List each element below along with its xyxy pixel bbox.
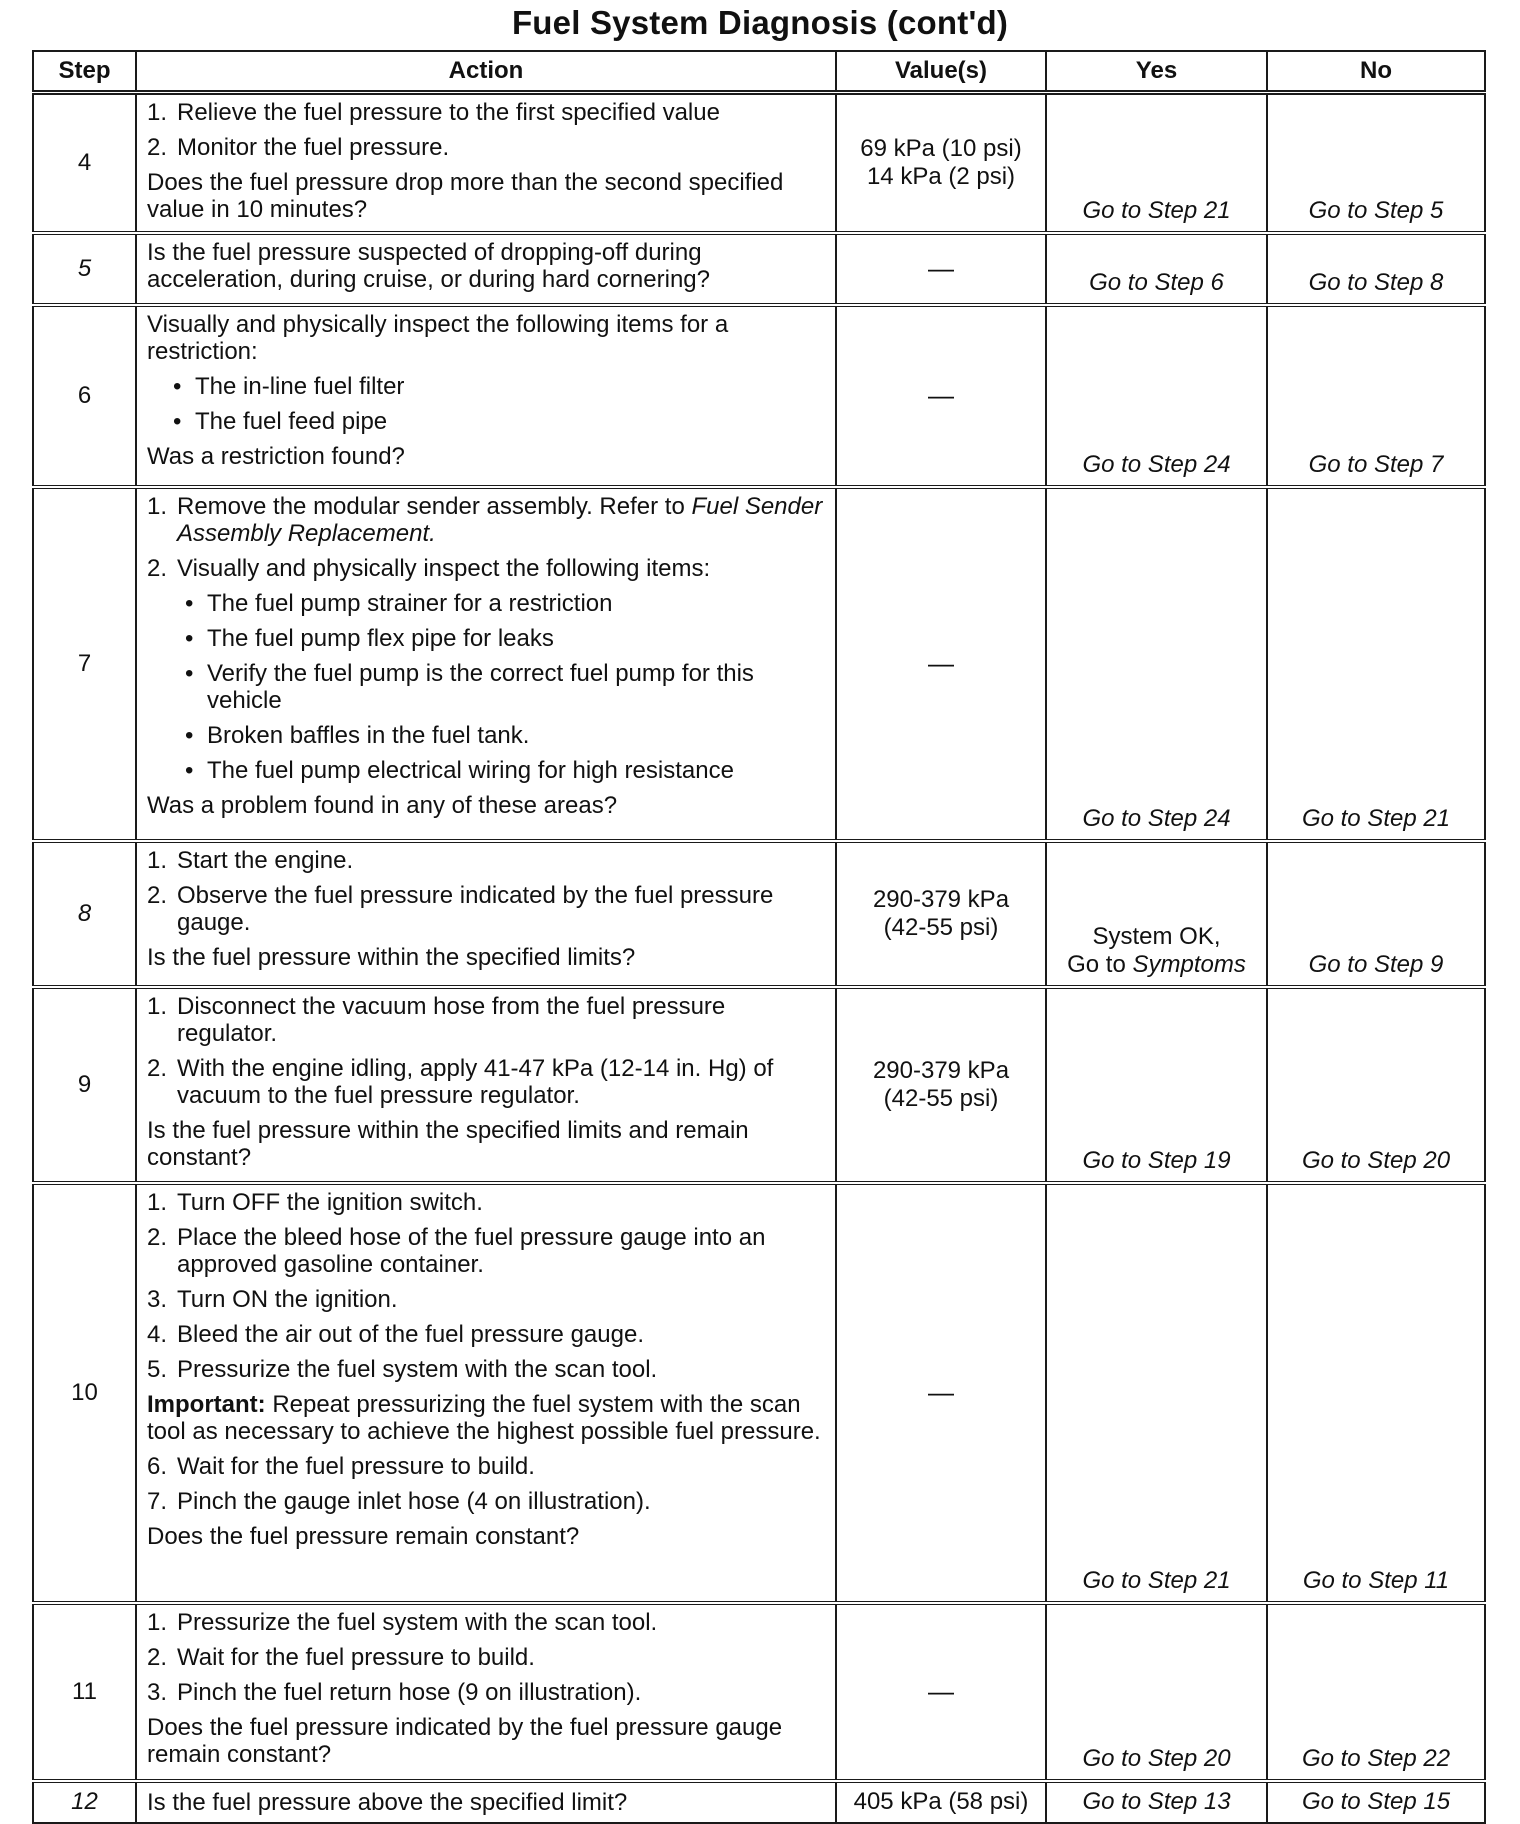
step-number: 11 xyxy=(33,1603,136,1781)
numbered-item: 3. Turn ON the ignition. xyxy=(147,1285,398,1313)
header-action: Action xyxy=(136,51,836,93)
step-number: 4 xyxy=(33,93,136,233)
value-cell: 290-379 kPa (42-55 psi) xyxy=(836,841,1046,987)
table-row xyxy=(33,1781,1485,1823)
no-cell: Go to Step 21 xyxy=(1267,487,1485,841)
step-number: 7 xyxy=(33,487,136,841)
yes-cell: Go to Step 6 xyxy=(1046,233,1267,305)
numbered-item: 3. Pinch the fuel return hose (9 on illustration). xyxy=(147,1678,642,1706)
value-cell: — xyxy=(836,487,1046,841)
question: Is the fuel pressure suspected of dropping-off during acceleration, during cruise, or during hard cornering? xyxy=(147,238,710,293)
value-cell: 290-379 kPa (42-55 psi) xyxy=(836,987,1046,1183)
table-row xyxy=(33,93,1485,233)
reference-link: Fuel Sender Assembly Replacement. xyxy=(177,492,823,547)
no-cell: Go to Step 8 xyxy=(1267,233,1485,305)
diagnosis-table xyxy=(32,50,1486,1824)
step-number: 5 xyxy=(33,233,136,305)
yes-cell: Go to Step 19 xyxy=(1046,987,1267,1183)
table-row xyxy=(33,233,1485,305)
numbered-item: 2. With the engine idling, apply 41-47 kPa (12-14 in. Hg) of vacuum to the fuel pressure regulator. xyxy=(147,1054,774,1109)
numbered-item: 2. Visually and physically inspect the following items: xyxy=(147,554,711,582)
value-cell: — xyxy=(836,233,1046,305)
question: Is the fuel pressure within the specified limits? xyxy=(147,943,636,971)
action-cell xyxy=(136,93,836,233)
bullet-item: • The fuel pump flex pipe for leaks xyxy=(185,624,554,652)
value-cell: — xyxy=(836,1603,1046,1781)
table-row xyxy=(33,305,1485,487)
header-yes: Yes xyxy=(1046,51,1267,93)
header-row xyxy=(33,51,1485,93)
no-cell: Go to Step 9 xyxy=(1267,841,1485,987)
table-row xyxy=(33,1603,1485,1781)
no-cell: Go to Step 7 xyxy=(1267,305,1485,487)
value-cell: — xyxy=(836,1183,1046,1603)
action-cell xyxy=(136,1781,836,1823)
numbered-item: 2. Place the bleed hose of the fuel pressure gauge into an approved gasoline container. xyxy=(147,1223,766,1278)
value-cell: 405 kPa (58 psi) xyxy=(836,1781,1046,1823)
yes-cell: Go to Step 24 xyxy=(1046,305,1267,487)
question: Was a problem found in any of these areas? xyxy=(147,791,618,819)
important-note: Important: Repeat pressurizing the fuel system with the scan tool as necessary to achieve the highest possible fuel pressure. xyxy=(147,1390,821,1445)
yes-cell: Go to Step 21 xyxy=(1046,93,1267,233)
numbered-item: 1. Start the engine. xyxy=(147,846,354,874)
header-values: Value(s) xyxy=(836,51,1046,93)
bullet-item: • Broken baffles in the fuel tank. xyxy=(185,721,530,749)
yes-cell: Go to Step 24 xyxy=(1046,487,1267,841)
numbered-item: 6. Wait for the fuel pressure to build. xyxy=(147,1452,535,1480)
action-cell xyxy=(136,841,836,987)
numbered-item: 2. Observe the fuel pressure indicated by the fuel pressure gauge. xyxy=(147,881,774,936)
bullet-item: • The fuel pump electrical wiring for high resistance xyxy=(185,756,734,784)
value-cell: — xyxy=(836,305,1046,487)
step-number: 9 xyxy=(33,987,136,1183)
no-cell: Go to Step 15 xyxy=(1267,1781,1485,1823)
yes-cell: System OK, Go to Symptoms xyxy=(1046,841,1267,987)
action-cell xyxy=(136,987,836,1183)
no-cell: Go to Step 5 xyxy=(1267,93,1485,233)
bullet-item: • The fuel pump strainer for a restriction xyxy=(185,589,613,617)
numbered-item: 1. Turn OFF the ignition switch. xyxy=(147,1188,483,1216)
question: Was a restriction found? xyxy=(147,442,405,470)
symptoms-link: Symptoms xyxy=(1132,950,1246,978)
yes-cell: Go to Step 13 xyxy=(1046,1781,1267,1823)
action-cell xyxy=(136,305,836,487)
action-cell xyxy=(136,233,836,305)
table-row xyxy=(33,987,1485,1183)
numbered-item: 1. Disconnect the vacuum hose from the fuel pressure regulator. xyxy=(147,992,726,1047)
numbered-item: 2. Monitor the fuel pressure. xyxy=(147,134,450,161)
table-row xyxy=(33,487,1485,841)
action-cell xyxy=(136,1183,836,1603)
numbered-item: 1. Remove the modular sender assembly. Refer to Fuel Sender Assembly Replacement. xyxy=(147,492,823,547)
step-number: 12 xyxy=(33,1781,136,1823)
action-cell xyxy=(136,487,836,841)
bullet-item: • The in-line fuel filter xyxy=(173,372,405,400)
yes-cell: Go to Step 21 xyxy=(1046,1183,1267,1603)
action-cell xyxy=(136,1603,836,1781)
question: Does the fuel pressure remain constant? xyxy=(147,1522,580,1550)
step-number: 10 xyxy=(33,1183,136,1603)
value-cell: 69 kPa (10 psi) 14 kPa (2 psi) xyxy=(836,93,1046,233)
step-number: 6 xyxy=(33,305,136,487)
numbered-item: 5. Pressurize the fuel system with the scan tool. xyxy=(147,1355,658,1383)
header-no: No xyxy=(1267,51,1485,93)
header-step: Step xyxy=(33,51,136,93)
numbered-item: 7. Pinch the gauge inlet hose (4 on illustration). xyxy=(147,1487,651,1515)
page-title: Fuel System Diagnosis (cont'd) xyxy=(511,4,1009,41)
bullet-item: • Verify the fuel pump is the correct fuel pump for this vehicle xyxy=(185,659,754,714)
no-cell: Go to Step 20 xyxy=(1267,987,1485,1183)
table-row xyxy=(33,1183,1485,1603)
numbered-item: 4. Bleed the air out of the fuel pressure gauge. xyxy=(147,1320,644,1348)
intro-text: Visually and physically inspect the following items for a restriction: xyxy=(147,310,729,365)
yes-cell: Go to Step 20 xyxy=(1046,1603,1267,1781)
numbered-item: 1. Pressurize the fuel system with the scan tool. xyxy=(147,1608,658,1636)
question: Is the fuel pressure above the specified limit? xyxy=(147,1788,628,1816)
table-row xyxy=(33,841,1485,987)
step-number: 8 xyxy=(33,841,136,987)
question: Does the fuel pressure indicated by the fuel pressure gauge remain constant? xyxy=(147,1713,783,1768)
bullet-item: • The fuel feed pipe xyxy=(173,407,388,435)
numbered-item: 2. Wait for the fuel pressure to build. xyxy=(147,1643,535,1671)
no-cell: Go to Step 11 xyxy=(1267,1183,1485,1603)
numbered-item: 1. Relieve the fuel pressure to the first specified value xyxy=(147,99,720,126)
no-cell: Go to Step 22 xyxy=(1267,1603,1485,1781)
question: Does the fuel pressure drop more than the second specified value in 10 minutes? xyxy=(147,169,784,223)
question: Is the fuel pressure within the specified limits and remain constant? xyxy=(147,1116,749,1171)
